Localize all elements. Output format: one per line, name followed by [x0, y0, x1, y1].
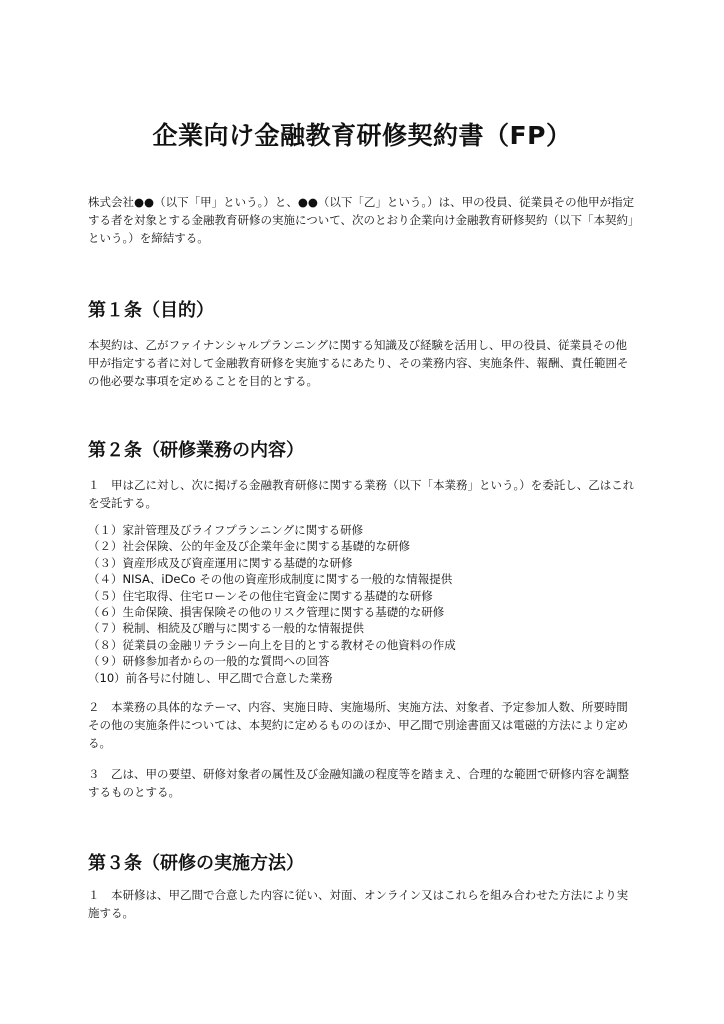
article-1-heading: 第１条（目的） — [88, 300, 214, 321]
list-item: （10）前各号に付随し、甲乙間で合意した業務 — [88, 670, 333, 685]
list-item: （５）住宅取得、住宅ローンその他住宅資金に関する基礎的な研修 — [88, 588, 433, 603]
article-2-paragraph-2: ２ 本業務の具体的なテーマ、内容、実施日時、実施場所、実施方法、対象者、予定参加人数、所要時間その他の実施条件については、本契約に定めるもののほか、甲乙間で別途書面又は電磁的方法により定める。 — [88, 700, 629, 750]
article-3-heading: 第３条（研修の実施方法） — [88, 853, 304, 874]
article-1-body: 本契約は、乙がファイナンシャルプランニングに関する知識及び経験を活用し、甲の役員、従業員その他甲が指定する者に対して金融教育研修を実施するにあたり、その業務内容、実施条件、報酬、責任範囲その他必要な事項を定めることを目的とする。 — [88, 338, 629, 388]
document-title: 企業向け金融教育研修契約書（FP） — [152, 121, 572, 150]
article-2-item-list — [88, 522, 648, 686]
article-3-paragraph-1: １ 本研修は、甲乙間で合意した内容に従い、対面、オンライン又はこれらを組み合わせた方法により実施する。 — [88, 888, 629, 920]
article-2-heading: 第２条（研修業務の内容） — [88, 440, 304, 461]
list-item: （６）生命保険、損害保険その他のリスク管理に関する基礎的な研修 — [88, 604, 445, 619]
list-item: （２）社会保険、公的年金及び企業年金に関する基礎的な研修 — [88, 539, 410, 554]
list-item: （３）資産形成及び資産運用に関する基礎的な研修 — [88, 555, 353, 570]
list-item: （９）研修参加者からの一般的な質問への回答 — [88, 654, 330, 669]
article-2-paragraph-1: １ 甲は乙に対し、次に掲げる金融教育研修に関する業務（以下「本業務」という。）を委託し、乙はこれを受託する。 — [88, 478, 635, 510]
list-item: （７）税制、相続及び贈与に関する一般的な情報提供 — [88, 621, 364, 636]
list-item: （１）家計管理及びライフプランニングに関する研修 — [88, 523, 364, 537]
preamble-paragraph: 株式会社●●（以下「甲」という。）と、●●（以下「乙」という。）は、甲の役員、従業員その他甲が指定する者を対象とする金融教育研修の実施について、次のとおり企業向け金融教育研修契約（以下「本契約」という。）を締結する。 — [88, 195, 635, 245]
list-item: （８）従業員の金融リテラシー向上を目的とする教材その他資料の作成 — [88, 637, 456, 652]
list-item: （４）NISA、iDeCo その他の資産形成制度に関する一般的な情報提供 — [88, 572, 453, 587]
article-2-paragraph-3: ３ 乙は、甲の要望、研修対象者の属性及び金融知識の程度等を踏まえ、合理的な範囲で研修内容を調整するものとする。 — [88, 767, 630, 799]
